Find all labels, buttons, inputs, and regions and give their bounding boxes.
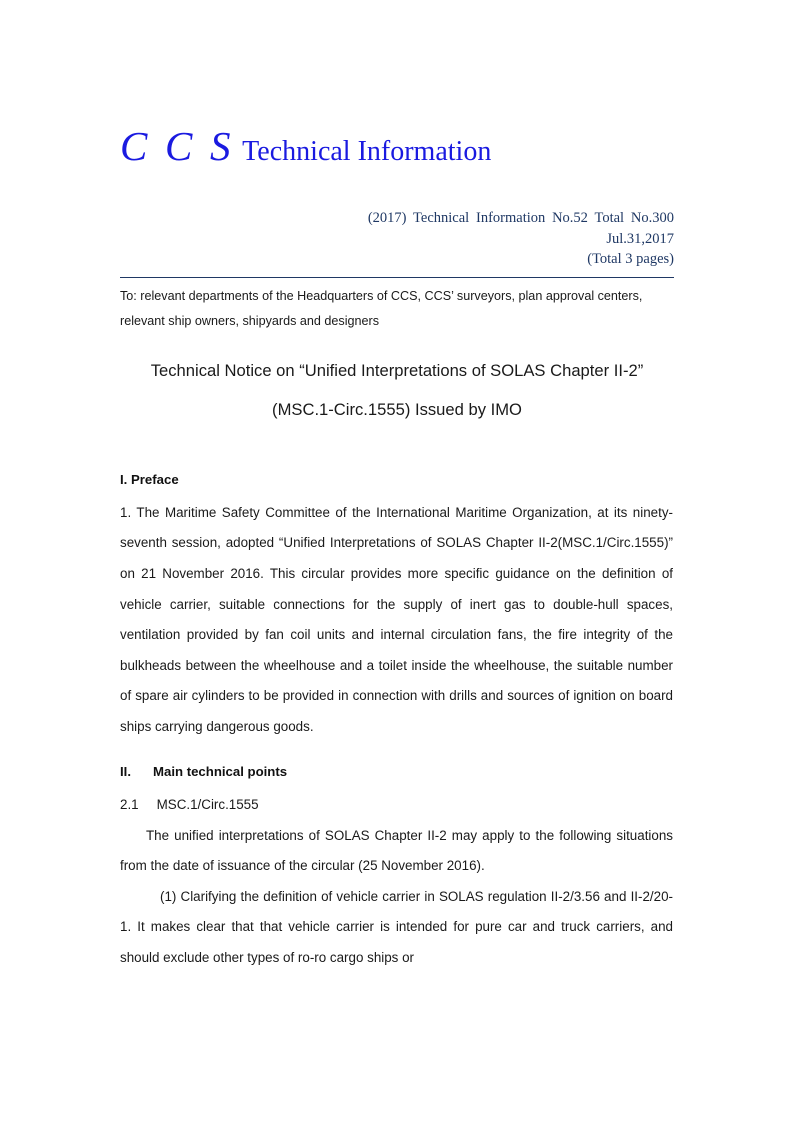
- brand-mark: C C S: [120, 123, 235, 169]
- spacer: [120, 488, 673, 498]
- page-title-line-2: (MSC.1-Circ.1555) Issued by IMO: [272, 399, 522, 419]
- preface-paragraph: 1. The Maritime Safety Committee of the International Maritime Organization, at its ninety-seventh session, adopted “Unified Interpretations of SOLAS Chapter II-2(MSC.1/Circ.1555)” on 21 November 2016. This circular provides more specific guidance on the definition of vehicle carrier, suitable connections for the supply of inert gas to double-hull spaces, ventilation provided by fan coil units and internal circulation fans, the fire integrity of the bulkheads between the wheelhouse and a toilet inside the wheelhouse, the suitable number of spare air cylinders to be provided in connection with drills and sources of ignition on board ships carrying dangerous goods.: [120, 504, 673, 734]
- issue-page-count: (Total 3 pages): [587, 251, 674, 268]
- brand-logo: [120, 123, 674, 169]
- issue-reference: (2017) Technical Information No.52 Total No.300: [367, 210, 674, 226]
- masthead: [120, 123, 674, 169]
- spacer: [120, 742, 673, 764]
- section-heading-preface: I. Preface: [120, 472, 179, 487]
- subsection-text: MSC.1/Circ.1555: [156, 797, 259, 813]
- brand-subtitle: Technical Information: [242, 136, 492, 167]
- issue-info-block: [120, 208, 674, 270]
- subsection-number: 2.1: [120, 797, 139, 813]
- section-heading-main-points: [120, 764, 673, 780]
- page-title: [110, 352, 684, 430]
- section-heading-number: II.: [120, 764, 131, 780]
- section-heading-text: Main technical points: [153, 764, 288, 780]
- spacer: [120, 780, 673, 790]
- subsection-heading: [120, 790, 673, 821]
- recipients-line: To: relevant departments of the Headquarters of CCS, CCS’ surveyors, plan approval centers, relevant ship owners, shipyards and designers: [120, 289, 643, 328]
- main-points-item-1: (1) Clarifying the definition of vehicle carrier in SOLAS regulation II-2/3.56 and II-2/20-1. It makes clear that that vehicle carrier is intended for pure car and truck carriers, and should exclude other types of ro-ro cargo ships or: [120, 888, 673, 965]
- main-points-intro-paragraph: The unified interpretations of SOLAS Chapter II-2 may apply to the following situations from the date of issuance of the circular (25 November 2016).: [120, 827, 673, 874]
- page-title-line-1: Technical Notice on “Unified Interpretations of SOLAS Chapter II-2”: [150, 361, 644, 380]
- document-body: [120, 472, 673, 974]
- header-divider-rule: [120, 277, 674, 278]
- issue-date: Jul.31,2017: [606, 230, 674, 247]
